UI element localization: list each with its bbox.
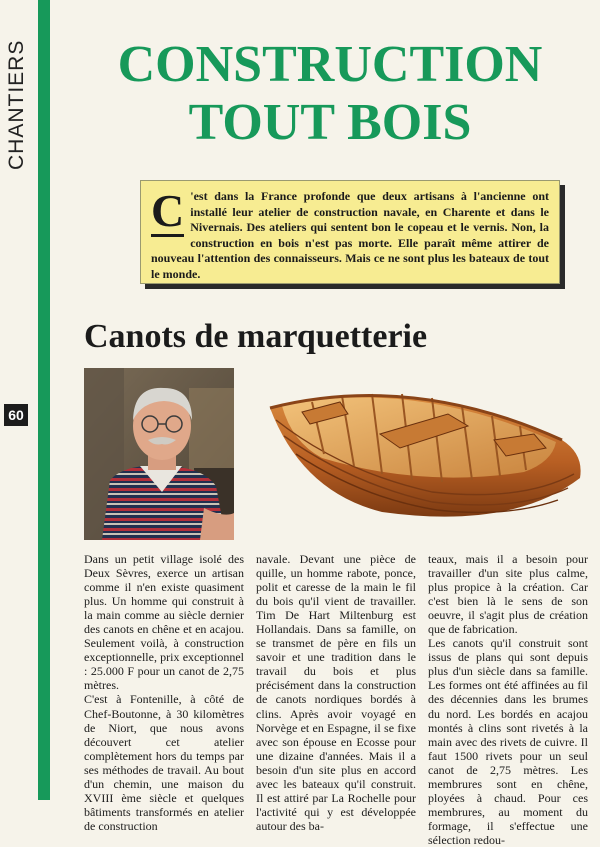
article-title-line-1: CONSTRUCTION (117, 36, 543, 93)
article-title-line-2: TOUT BOIS (188, 94, 472, 151)
article-column-1 (84, 552, 244, 833)
intro-box (140, 180, 560, 284)
wooden-dinghy-image (262, 362, 592, 534)
section-title: Canots de marquetterie (84, 318, 428, 355)
article-column-2 (256, 552, 416, 833)
paragraph: Dans un petit village isolé des Deux Sèvres, exerce un artisan comme il n'en existe quasiment plus. Un homme qui construit à la main comme au siècle dernier des canots en chêne et en acajou. Seulement voilà, à construction exceptionnelle, prix exceptionnel : 25.000 F pour un canot de 2,75 mètres. (84, 552, 244, 693)
article-column-3 (428, 552, 588, 847)
article-body (84, 552, 588, 847)
section-label: CHANTIERS (5, 39, 28, 171)
paragraph: C'est à Fontenille, à côté de Chef-Boutonne, à 30 kilomètres de Niort, que nous avons découvert cet atelier complètement hors du temps par ses méthodes de travail. Au bout d'un chemin, une maison du XVIII ème siècle et quelques bâtiments transformés en atelier de construction (84, 692, 244, 833)
intro-text: 'est dans la France profonde que deux artisans à l'ancienne ont installé leur atelier de construction navale, en Charente et dans le Nivernais. Des ateliers qui sentent bon le copeau et le vernis. Non, la construction en bois n'est pas morte. Elle paraît même attirer de nouveau l'attention des connaisseurs. Mais ce ne sont plus les bateaux de tout le monde. (151, 189, 549, 281)
paragraph: teaux, mais il a besoin pour travailler d'un site plus calme, plus propice à la création. Car c'est bien là le sens de son oeuvre, il s'agit plus de création que de fabrication. (428, 552, 588, 637)
craftsman-photo (84, 368, 234, 540)
green-side-rule (38, 0, 50, 800)
paragraph: Les canots qu'il construit sont issus de plans qui sont depuis plus d'un siècle dans sa famille. Les formes ont été affinées au fil des décennies dans les brumes du nord. Les bordés en acajou montés à clins sont rivetés à la main avec des rivets de cuivre. Il faut 1500 rivets pour un seul canot de 2,75 mètres. Les membrures sont en chêne, ployées à chaud. Pour ces membrures, au moment du formage, il s'effectue une sélection redou- (428, 636, 588, 847)
intro-dropcap: C (151, 185, 185, 236)
paragraph: navale. Devant une pièce de quille, un homme rabote, ponce, polit et caresse de la main le fil du bois qu'il vient de travailler. Tim De Hart Miltenburg est Hollandais. Dans sa famille, on se transmet de père en fils un savoir et une tradition dans le travail du bois et plus précisément dans la construction de canots nordiques bordés à clins. Après avoir voyagé en Norvège et en Espagne, il se fixe avec son épouse en Ecosse pour une dizaine d'années. Mais il a besoin d'un site plus en accord avec les bateaux qu'il construit. Il est attiré par La Rochelle pour l'activité qui y est développée autour des ba- (256, 552, 416, 833)
article-title (80, 36, 580, 152)
page-number: 60 (4, 404, 28, 426)
